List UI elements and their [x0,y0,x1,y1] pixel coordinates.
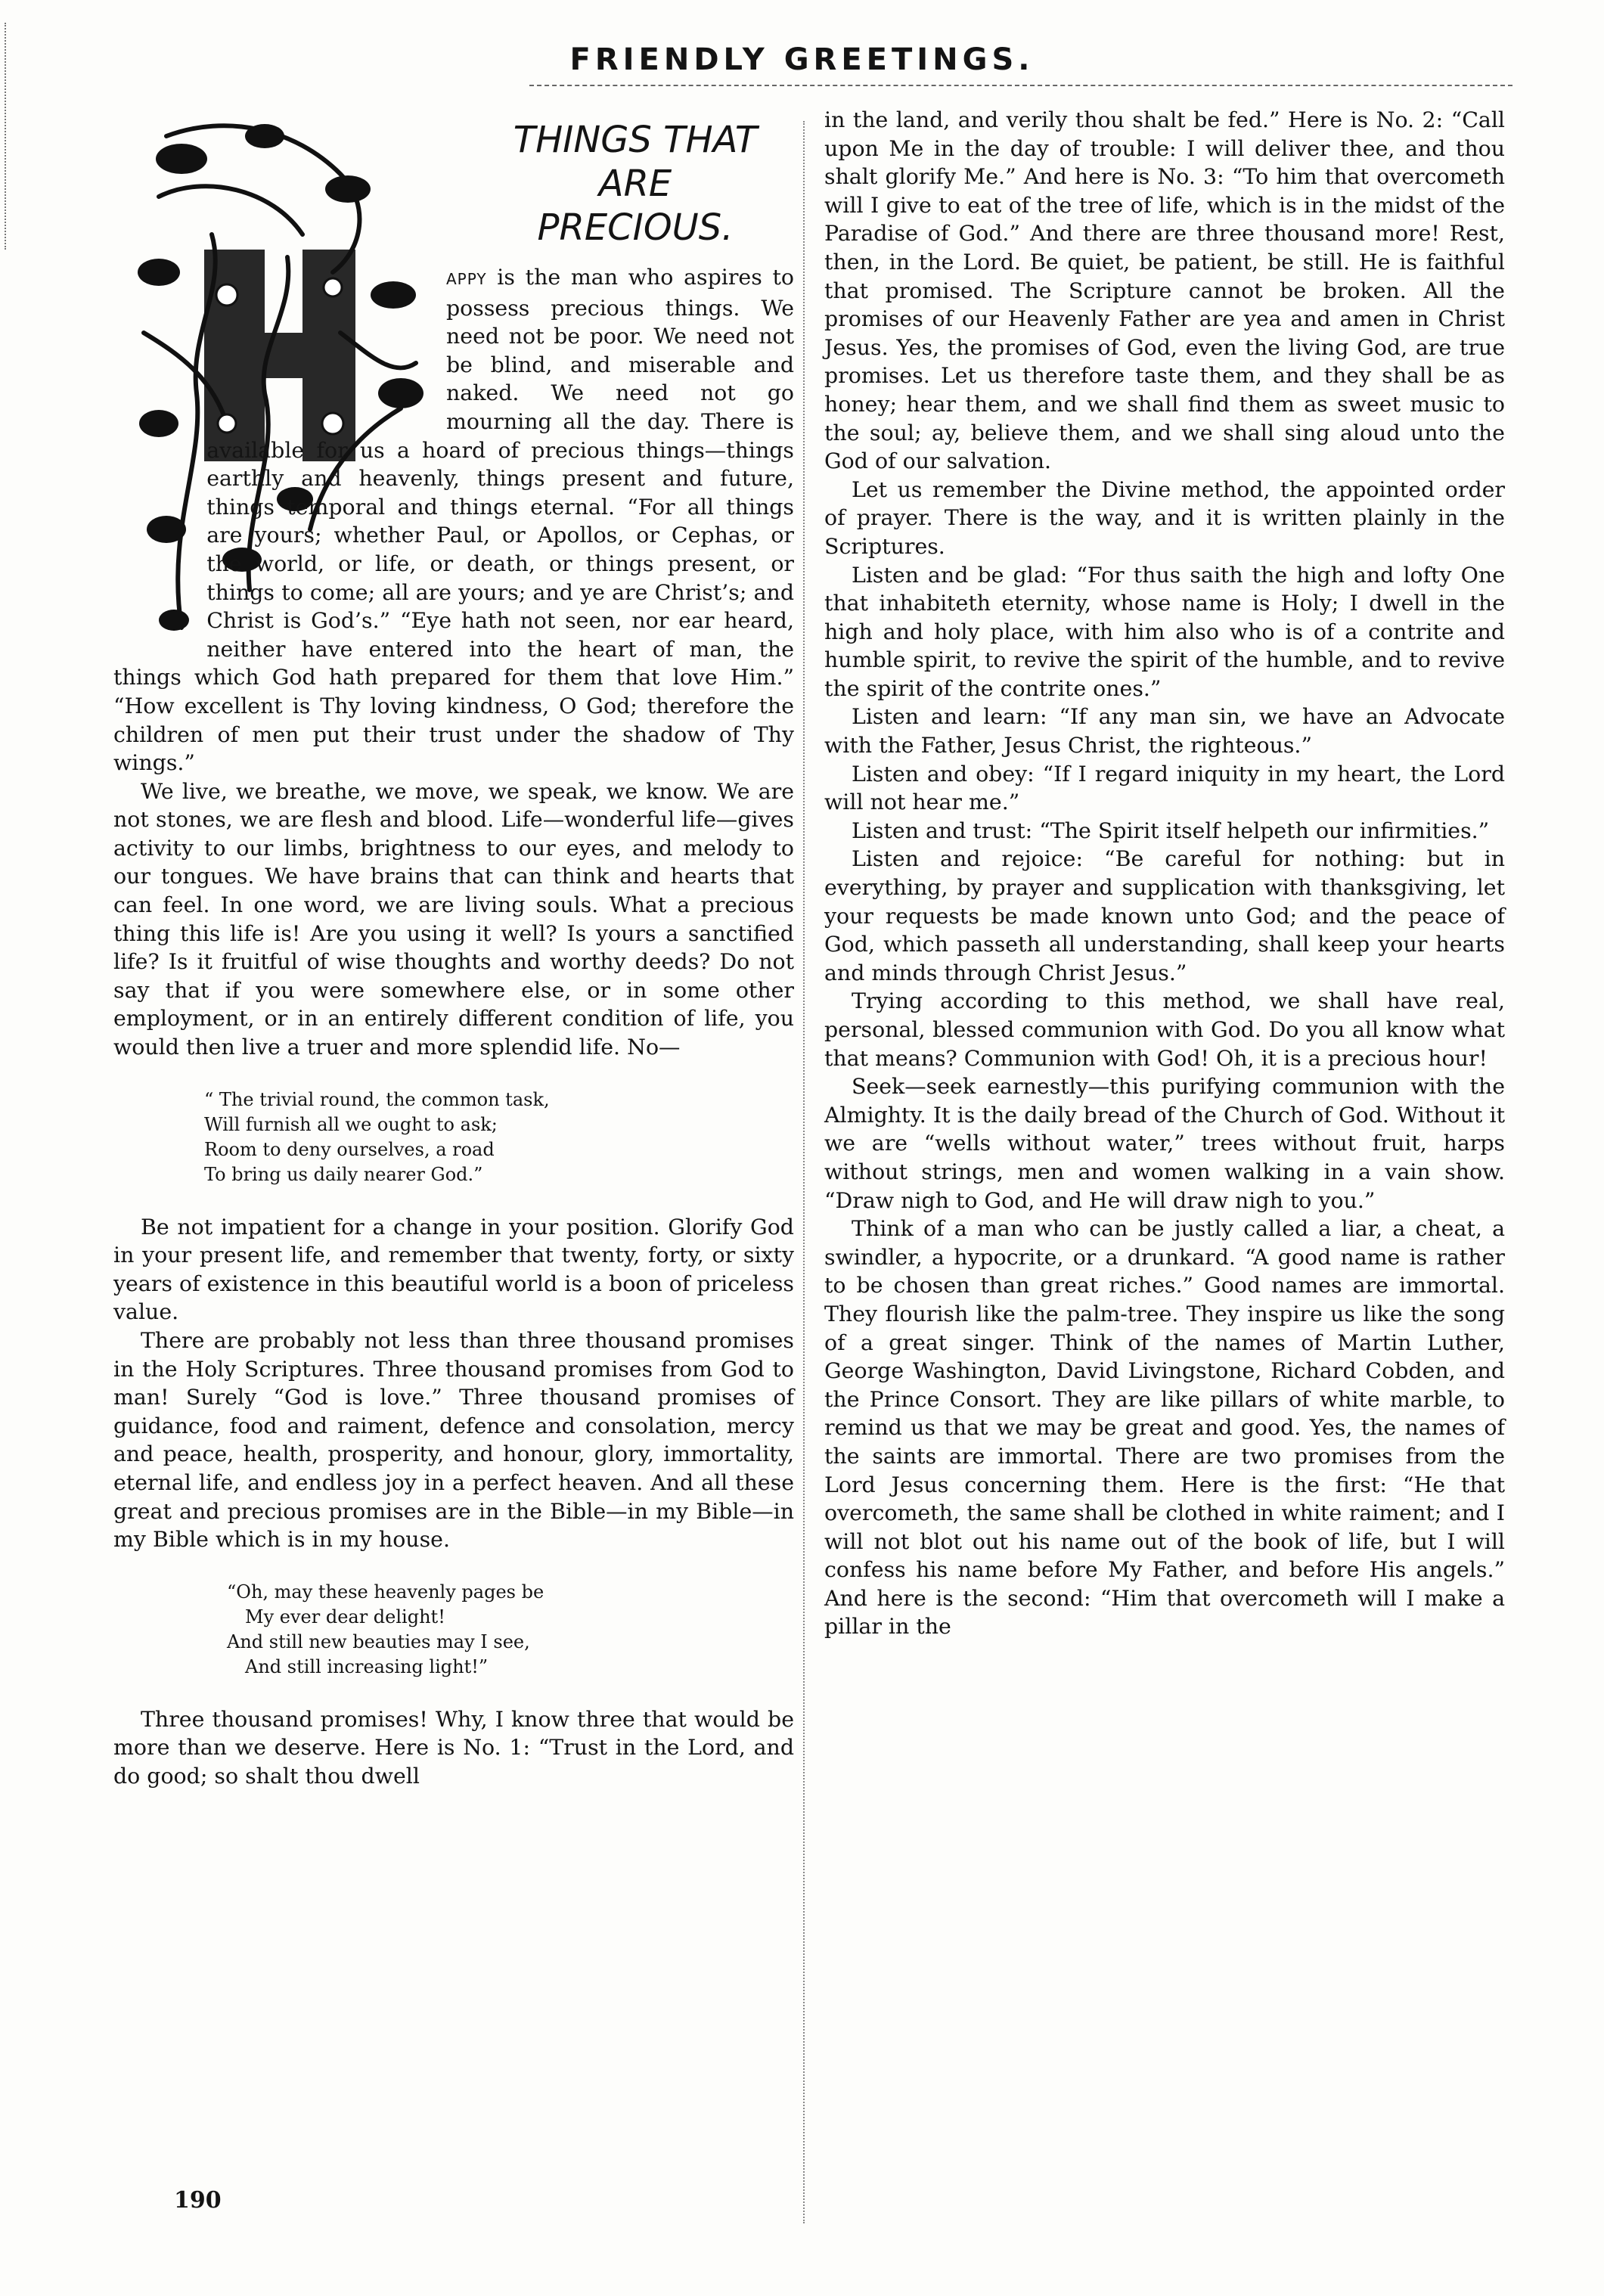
paragraph: Three thousand promises! Why, I know three that would be more than we deserve. Here is No. 1: “Trust in the Lord, and do good; so shalt thou dwell [113,1706,794,1789]
running-head: FRIENDLY GREETINGS. [569,42,1035,77]
paragraph: Listen and rejoice: “Be careful for nothing: but in everything, by prayer and supplication with thanksgiving, let your requests be made known unto God; and the peace of God, which passeth all understanding, shall keep your hearts and minds through Christ Jesus.” [824,846,1505,985]
paragraph: Listen and trust: “The Spirit itself helpeth our infirmities.” [852,818,1490,843]
paragraph: Listen and learn: “If any man sin, we have an Advocate with the Father, Jesus Christ, the righteous.” [824,704,1505,759]
right-column [824,106,1505,1641]
poem-line: And still increasing light!” [245,1655,489,1677]
article-title-line-2: PRECIOUS. [537,206,734,249]
poem-quote [113,1580,794,1680]
paragraph: Seek—seek earnestly—this purifying communion with the Almighty. It is the daily bread of the Church of God. Without it we are “wells without water,” trees without fruit, harps without strings, men and women walking in a vain show. “Draw nigh to God, and He will draw nigh to you.” [824,1074,1505,1213]
poem-line: “Oh, may these heavenly pages be [227,1581,544,1603]
paragraph: Be not impatient for a change in your position. Glorify God in your present life, and remember that twenty, forty, or sixty years of existence in this beautiful world is a boon of priceless value. [113,1214,794,1325]
poem-line: “ The trivial round, the common task, [204,1088,550,1110]
column-divider [803,121,805,2223]
paragraph: There are probably not less than three thousand promises in the Holy Scriptures. Three thousand promises from God to man! Surely “God is love.” Three thousand promises of guidance, food and raiment, defence and consolation, mercy and peace, health, prosperity, and honour, glory, immortality, eternal life, and endless joy in a perfect heaven. And all these great and precious promises are in the Bible—in my Bible—in my Bible which is in my house. [113,1328,794,1553]
poem-line: And still new beauties may I see, [227,1630,530,1652]
left-column [113,106,794,1791]
header-rule [529,85,1512,86]
poem-line: Room to deny ourselves, a road [204,1138,495,1160]
poem-line: Will furnish all we ought to ask; [204,1113,498,1135]
poem-line: My ever dear delight! [245,1606,445,1627]
dropcap-word: APPY [446,270,487,288]
paragraph: in the land, and verily thou shalt be fed.” Here is No. 2: “Call upon Me in the day of trouble: I will deliver thee, and thou shalt glorify Me.” And here is No. 3: “To him that overcometh will I give to eat of the tree of life, which is in the midst of the Paradise of God.” And there are three thousand more! Rest, then, in the Lord. Be quiet, be patient, be still. He is faithful that promised. The Scripture cannot be broken. All the promises of our Heavenly Father are yea and amen in Christ Jesus. Yes, the promises of God, even the living God, are true promises. Let us therefore taste them, and they shall be as honey; hear them, and we shall find them as sweet music to the soul; ay, believe them, and we shall sing aloud unto the God of our salvation. [824,107,1505,474]
poem-line: To bring us daily nearer God.” [204,1163,483,1185]
page-number: 190 [174,2187,222,2214]
article-title-line-1: THINGS THAT ARE [513,119,758,205]
paragraph: Let us remember the Divine method, the appointed order of prayer. There is the way, and it is written plainly in the Scriptures. [824,476,1505,559]
paragraph: Trying according to this method, we shall have real, personal, blessed communion with God. Do you all know what that means? Communion with God! Oh, it is a precious hour! [824,988,1505,1071]
poem-quote [113,1087,794,1187]
paragraph: Listen and be glad: “For thus saith the high and lofty One that inhabiteth eternity, whose name is Holy; I dwell in the high and holy place, with him also who is of a contrite and humble spirit, to revive the spirit of the humble, and to revive the spirit of the contrite ones.” [824,562,1505,701]
paragraph-text: is the man who aspires to possess precious things. We need not be poor. We need not be blind, and miserable and naked. We need not go mourning all the day. There is available for us a hoard of precious things—things earthly and heavenly, things present and future, things temporal and things eternal. “For all things are yours; whether Paul, or Apollos, or Cephas, or the world, or life, or death, or things present, or things to come; all are yours; and ye are Christ’s; and Christ is God’s.” “Eye hath not seen, nor ear heard, neither have entered into the heart of man, the things which God hath prepared for them that love Him.” “How excellent is Thy loving kindness, O God; therefore the children of men put their trust under the shadow of Thy wings.” [113,265,794,776]
paragraph: Think of a man who can be justly called a liar, a cheat, a swindler, a hypocrite, or a drunkard. “A good name is rather to be chosen than great riches.” Good names are immortal. They flourish like the palm-tree. They inspire us like the song of a great singer. Think of the names of Martin Luther, George Washington, David Livingstone, Richard Cobden, and the Prince Consort. They are like pillars of white marble, to remind us that we may be great and good. Yes, the names of the saints are immortal. There are two promises from the Lord Jesus concerning them. Here is the first: “He that overcometh, the same shall be clothed in white raiment; and I will not blot out his name out of the book of life, but I will confess his name before My Father, and before His angels.” And here is the second: “Him that overcometh will I make a pillar in the [824,1216,1505,1640]
article-title [476,118,794,250]
paragraph: We live, we breathe, we move, we speak, we know. We are not stones, we are flesh and blood. Life—wonderful life—gives activity to our limbs, brightness to our eyes, and melody to our tongues. We have brains that can think and hearts that can feel. In one word, we are living souls. What a precious thing this life is! Are you using it well? Is yours a sanctified life? Is it fruitful of wise thoughts and worthy deeds? Do not say that if you were somewhere else, or in some other employment, or in an entirely different condition of life, you would then live a truer and more splendid life. No— [113,778,794,1060]
paragraph: Listen and obey: “If I regard iniquity in my heart, the Lord will not hear me.” [824,761,1505,815]
